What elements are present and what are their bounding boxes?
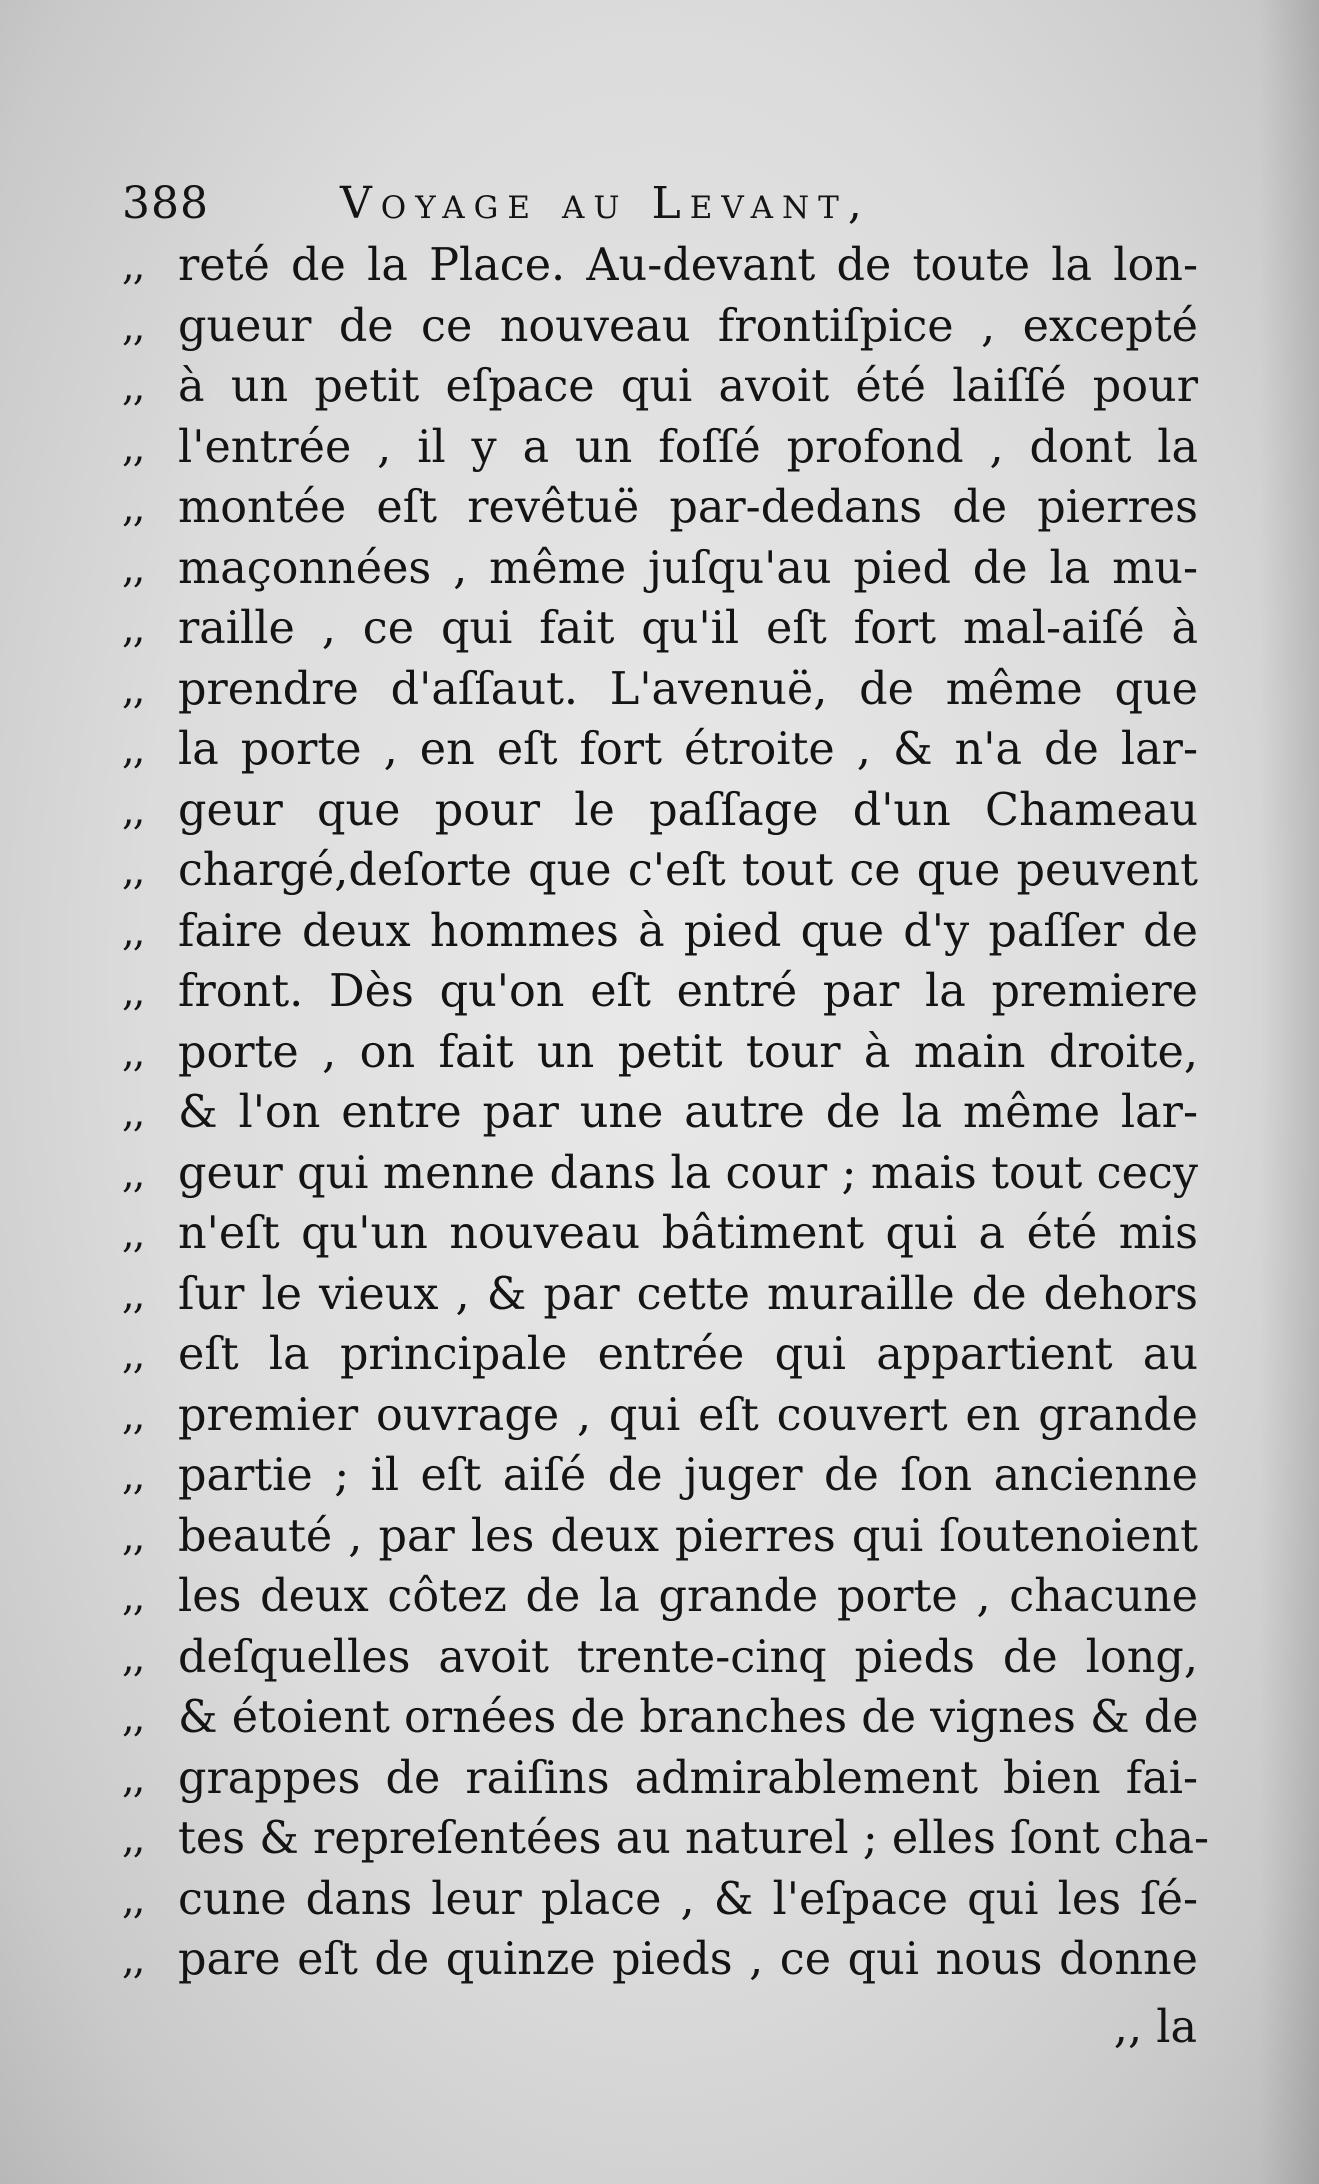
quote-mark: ,, [122, 303, 144, 350]
quote-mark: ,, [122, 243, 144, 289]
body-text [122, 236, 1210, 1991]
page-number: 388 [122, 178, 209, 229]
quote-mark: ,, [122, 666, 144, 713]
line-text: prendre d'aſſaut. L'avenuë, de même que [178, 663, 1198, 715]
text-line [122, 1386, 1198, 1447]
line-text: pare eſt de quinze pieds , ce qui nous donne [178, 1934, 1198, 1985]
text-line [122, 357, 1198, 418]
catchword: ,, la [1113, 2002, 1197, 2053]
quote-mark: ,, [122, 1271, 144, 1318]
text-block [122, 178, 1210, 1991]
line-text: chargé,deſorte que c'eſt tout ce que peuvent [178, 845, 1198, 896]
quote-mark: ,, [122, 1453, 144, 1499]
quote-mark: ,, [122, 1090, 144, 1136]
line-text: partie ; il eſt aiſé de juger de ſon ancienne [178, 1450, 1198, 1501]
quote-mark: ,, [122, 1332, 144, 1378]
line-text: raille , ce qui fait qu'il eſt fort mal-aiſé à [178, 603, 1198, 654]
line-text: eſt la principale entrée qui appartient au [178, 1329, 1198, 1380]
line-text: & étoient ornées de branches de vignes & de [178, 1692, 1199, 1743]
quote-mark: ,, [122, 1695, 144, 1741]
line-text: geur que pour le paſſage d'un Chameau [178, 784, 1198, 836]
text-line [122, 418, 1198, 479]
quote-mark: ,, [122, 848, 144, 894]
line-text: gueur de ce nouveau frontiſpice , excepté [178, 300, 1198, 352]
text-line [122, 1204, 1198, 1265]
line-text: l'entrée , il y a un foſſé profond , dont la [178, 421, 1198, 473]
line-text: premier ouvrage , qui eſt couvert en grande [178, 1389, 1198, 1441]
text-line [122, 1870, 1198, 1931]
text-line [122, 1446, 1198, 1507]
line-text: la porte , en eſt fort étroite , & n'a de lar- [178, 724, 1198, 775]
text-line [122, 1144, 1198, 1205]
text-line [122, 478, 1198, 539]
running-head [122, 178, 1198, 236]
text-line [122, 1083, 1198, 1144]
line-text: montée eſt revêtuë par-dedans de pierres [178, 482, 1198, 533]
quote-mark: ,, [122, 1574, 144, 1620]
quote-mark: ,, [122, 787, 144, 834]
line-text: grappes de raiſins admirablement bien fai- [178, 1752, 1198, 1804]
quote-mark: ,, [122, 1937, 144, 1983]
quote-mark: ,, [122, 606, 144, 652]
quote-mark: ,, [122, 1392, 144, 1439]
quote-mark: ,, [122, 727, 144, 773]
page-shadow [1259, 0, 1319, 2184]
line-text: reté de la Place. Au-devant de toute la lon- [178, 240, 1198, 291]
text-line [122, 841, 1198, 902]
line-text: n'eſt qu'un nouveau bâtiment qui a été mis [178, 1208, 1198, 1259]
text-line [122, 962, 1198, 1023]
text-line [122, 781, 1198, 842]
quote-mark: ,, [122, 545, 144, 592]
quote-mark: ,, [122, 1876, 144, 1923]
quote-mark: ,, [122, 364, 144, 410]
line-text: porte , on fait un petit tour à main droite, [178, 1026, 1198, 1078]
running-title: Voyage au Levant, [340, 178, 871, 229]
line-text: tes & repreſentées au naturel ; elles ſont cha- [178, 1813, 1210, 1864]
quote-mark: ,, [122, 1755, 144, 1802]
line-text: à un petit eſpace qui avoit été laiſſé pour [178, 361, 1198, 412]
text-line [122, 1507, 1198, 1568]
quote-mark: ,, [122, 424, 144, 471]
text-line [122, 1749, 1198, 1810]
quote-mark: ,, [122, 1634, 144, 1681]
line-text: maçonnées , même juſqu'au pied de la mu- [178, 542, 1198, 594]
text-line [122, 1325, 1198, 1386]
line-text: deſquelles avoit trente-cinq pieds de long, [178, 1631, 1198, 1683]
line-text: beauté , par les deux pierres qui ſoutenoient [178, 1510, 1198, 1562]
quote-mark: ,, [122, 1816, 144, 1862]
quote-mark: ,, [122, 485, 144, 531]
text-line [122, 1688, 1198, 1749]
text-line [122, 1023, 1198, 1084]
line-text: cune dans leur place , & l'eſpace qui les ſé- [178, 1873, 1198, 1925]
quote-mark: ,, [122, 908, 144, 955]
line-text: geur qui menne dans la cour ; mais tout cecy [178, 1147, 1198, 1199]
text-line [122, 297, 1198, 358]
text-line [122, 1265, 1198, 1326]
line-text: ſur le vieux , & par cette muraille de dehors [178, 1268, 1198, 1320]
quote-mark: ,, [122, 1211, 144, 1257]
line-text: faire deux hommes à pied que d'y paſſer de [178, 905, 1198, 957]
quote-mark: ,, [122, 969, 144, 1015]
text-line [122, 660, 1198, 721]
text-line [122, 902, 1198, 963]
text-line [122, 1567, 1198, 1628]
quote-mark: ,, [122, 1029, 144, 1076]
text-line [122, 236, 1198, 297]
text-line [122, 720, 1198, 781]
text-line [122, 1930, 1198, 1991]
quote-mark: ,, [122, 1513, 144, 1560]
quote-mark: ,, [122, 1150, 144, 1197]
line-text: front. Dès qu'on eſt entré par la premiere [178, 966, 1198, 1017]
text-line [122, 599, 1198, 660]
text-line [122, 539, 1198, 600]
line-text: les deux côtez de la grande porte , chacune [178, 1571, 1198, 1622]
text-line [122, 1809, 1210, 1870]
line-text: & l'on entre par une autre de la même lar- [178, 1087, 1198, 1138]
text-line [122, 1628, 1198, 1689]
